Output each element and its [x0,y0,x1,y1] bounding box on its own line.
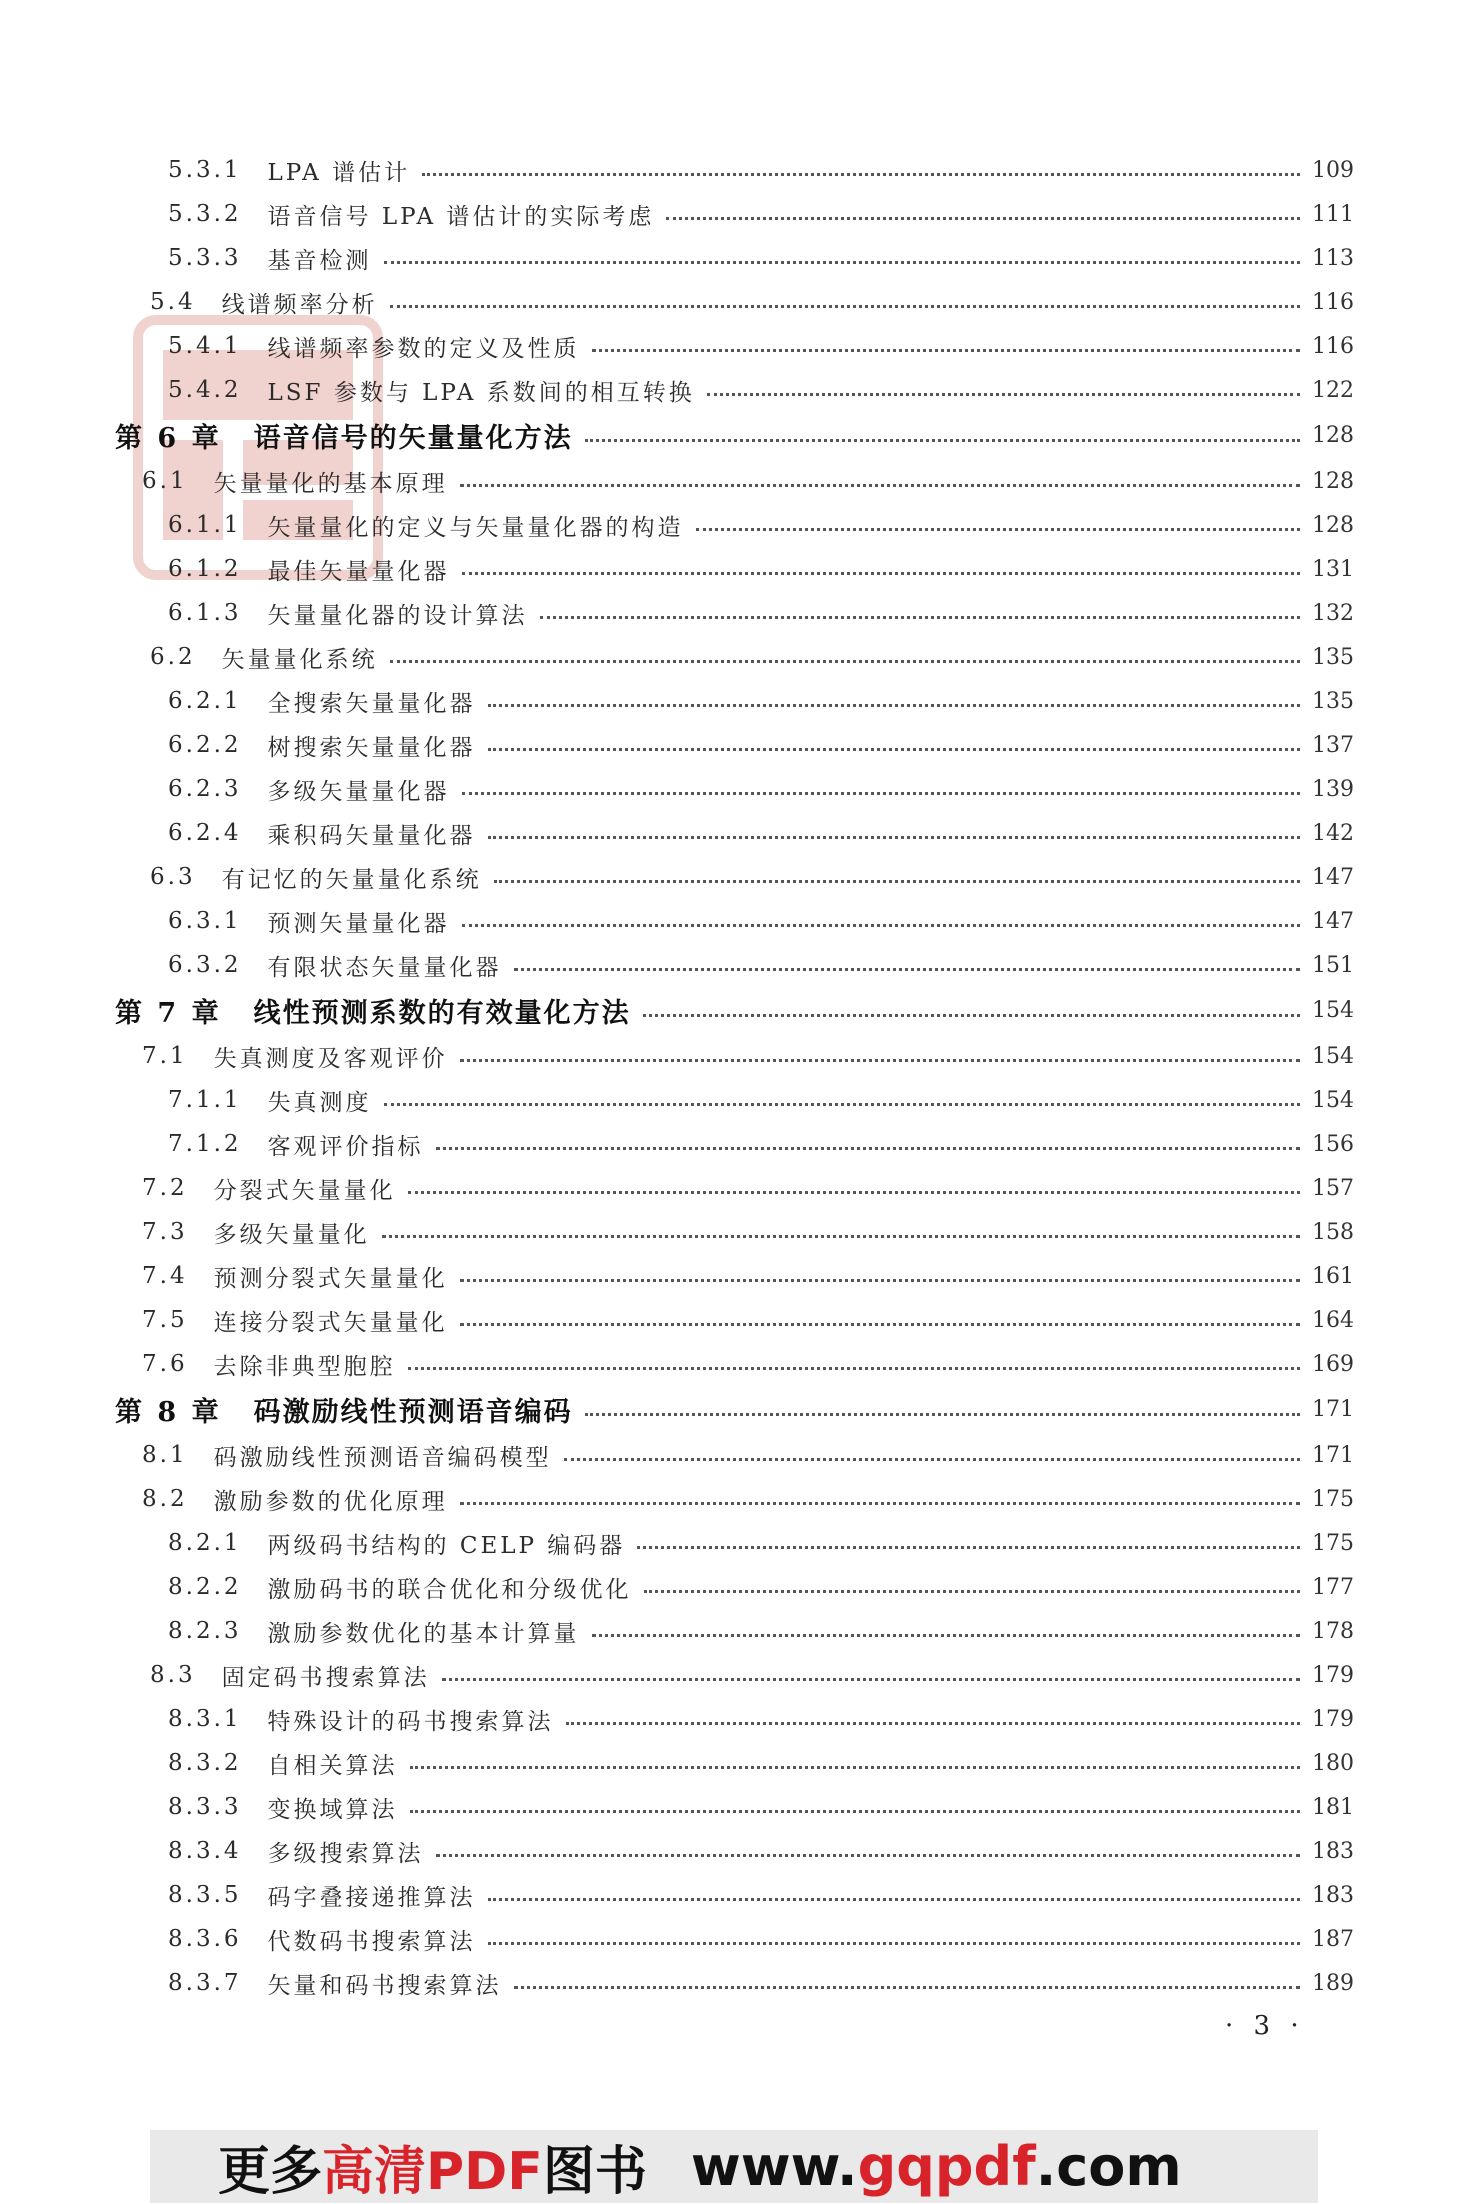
toc-entry-row[interactable] [0,1653,1468,1697]
toc-entry-title: 多级矢量量化 [213,1221,370,1248]
toc-entry-row[interactable] [0,767,1468,811]
dot-leader [592,348,1300,352]
toc-entry-number: 6.2.4 [168,820,242,846]
toc-entry-page: 164 [1312,1307,1354,1333]
toc-entry-page: 147 [1312,864,1354,890]
dot-leader [488,1897,1300,1901]
dot-leader [585,1412,1300,1416]
toc-entry-page: 183 [1312,1838,1354,1864]
toc-entry-title: 树搜索矢量量化器 [267,734,476,761]
toc-entry-row[interactable] [0,591,1468,635]
toc-entry-number: 8.2.1 [168,1530,242,1556]
toc-entry-number: 7.1 [142,1043,188,1069]
dot-leader [540,615,1300,619]
toc-entry-row[interactable] [0,1741,1468,1785]
dot-leader [644,1589,1300,1593]
toc-entry-page: 181 [1312,1794,1354,1820]
toc-entry-title: 多级矢量量化器 [267,778,450,805]
toc-entry-number: 7.5 [142,1307,188,1333]
toc-entry-title: 代数码书搜索算法 [267,1928,476,1955]
toc-entry-row[interactable] [0,1210,1468,1254]
toc-chapter-row[interactable] [0,987,1468,1034]
dot-leader [390,304,1300,308]
toc-entry-page: 142 [1312,820,1354,846]
toc-entry-number: 8.3.1 [168,1706,242,1732]
toc-entry-number: 8.3 [150,1662,196,1688]
toc-entry-page: 183 [1312,1882,1354,1908]
toc-entry-page: 187 [1312,1926,1354,1952]
toc-entry-title: 基音检测 [267,247,372,274]
toc-entry-number: 8.2.3 [168,1618,242,1644]
toc-entry-number: 7.1.1 [168,1087,242,1113]
toc-entry-row[interactable] [0,368,1468,412]
dot-leader [462,923,1300,927]
toc-chapter-row[interactable] [0,1386,1468,1433]
toc-entry-page: 128 [1312,423,1354,448]
toc-entry-row[interactable] [0,899,1468,943]
toc-entry-title: 自相关算法 [267,1752,398,1779]
toc-entry-title: 码激励线性预测语音编码 [253,1397,573,1428]
toc-entry-page: 113 [1312,245,1354,271]
toc-entry-title: 有限状态矢量量化器 [267,954,502,981]
toc-entry-page: 158 [1312,1219,1354,1245]
toc-entry-page: 157 [1312,1175,1354,1201]
toc-entry-row[interactable] [0,324,1468,368]
toc-entry-page: 178 [1312,1618,1354,1644]
toc-entry-row[interactable] [0,1298,1468,1342]
toc-entry-page: 109 [1312,157,1354,183]
toc-entry-number: 7.4 [142,1263,188,1289]
toc-entry-page: 156 [1312,1131,1354,1157]
toc-entry-row[interactable] [0,1961,1468,2005]
dot-leader [566,1721,1300,1725]
toc-entry-title: 线性预测系数的有效量化方法 [253,998,631,1029]
toc-entry-row[interactable] [0,1609,1468,1653]
toc-entry-page: 132 [1312,600,1354,626]
toc-entry-title: 激励码书的联合优化和分级优化 [267,1576,632,1603]
dot-leader [410,1765,1300,1769]
toc-entry-page: 147 [1312,908,1354,934]
toc-entry-page: 128 [1312,468,1354,494]
toc-entry-title: 线谱频率参数的定义及性质 [267,335,580,362]
toc-entry-title: LPA 谱估计 [267,159,411,186]
toc-entry-page: 175 [1312,1530,1354,1556]
toc-entry-title: 去除非典型胞腔 [213,1353,396,1380]
dot-leader [592,1633,1300,1637]
toc-entry-title: 矢量量化系统 [221,646,378,673]
toc-entry-row[interactable] [0,723,1468,767]
toc-entry-title: 激励参数优化的基本计算量 [267,1620,580,1647]
toc-entry-row[interactable] [0,811,1468,855]
toc-entry-row[interactable] [0,1477,1468,1521]
toc-entry-page: 175 [1312,1486,1354,1512]
dot-leader [488,1941,1300,1945]
toc-entry-number: 6.3.1 [168,908,242,934]
toc-entry-title: 最佳矢量量化器 [267,558,450,585]
toc-entry-number: 8.1 [142,1442,188,1468]
toc-entry-number: 6.2.1 [168,688,242,714]
toc-entry-number: 6.1.3 [168,600,242,626]
toc-entry-page: 189 [1312,1970,1354,1996]
toc-entry-number: 6.2 [150,644,196,670]
toc-entry-number: 6.2.2 [168,732,242,758]
toc-entry-number: 5.4.2 [168,377,242,403]
toc-entry-number: 8.3.7 [168,1970,242,1996]
dot-leader [696,527,1300,531]
toc-entry-title: 两级码书结构的 CELP 编码器 [267,1532,626,1559]
toc-entry-title: 客观评价指标 [267,1133,424,1160]
toc-entry-number: 8.3.4 [168,1838,242,1864]
toc-entry-title: 失真测度及客观评价 [213,1045,448,1072]
toc-entry-title: 乘积码矢量量化器 [267,822,476,849]
dot-leader [460,1501,1300,1505]
toc-entry-number: 8.3.2 [168,1750,242,1776]
toc-entry-page: 161 [1312,1263,1354,1289]
dot-leader [462,571,1300,575]
toc-entry-row[interactable] [0,1166,1468,1210]
toc-entry-title: 失真测度 [267,1089,372,1116]
toc-entry-page: 179 [1312,1662,1354,1688]
toc-chapter-row[interactable] [0,412,1468,459]
dot-leader [390,659,1300,663]
toc-entry-page: 135 [1312,644,1354,670]
toc-entry-row[interactable] [0,1433,1468,1477]
toc-entry-page: 169 [1312,1351,1354,1377]
toc-entry-number: 8.2 [142,1486,188,1512]
toc-entry-number: 7.3 [142,1219,188,1245]
dot-leader [460,1322,1300,1326]
toc-entry-page: 116 [1312,289,1354,315]
dot-leader [436,1853,1300,1857]
toc-entry-row[interactable] [0,1565,1468,1609]
toc-entry-page: 151 [1312,952,1354,978]
toc-entry-title: 全搜索矢量量化器 [267,690,476,717]
toc-entry-page: 154 [1312,998,1354,1023]
dot-leader [460,483,1300,487]
toc-entry-row[interactable] [0,1697,1468,1741]
toc-entry-title: 分裂式矢量量化 [213,1177,396,1204]
toc-entry-row[interactable] [0,855,1468,899]
toc-entry-number: 7.1.2 [168,1131,242,1157]
toc-entry-row[interactable] [0,1254,1468,1298]
toc-entry-title: 矢量量化的定义与矢量量化器的构造 [267,514,684,541]
toc-entry-number: 5.3.3 [168,245,242,271]
toc-entry-row[interactable] [0,459,1468,503]
toc-entry-number: 8.3.5 [168,1882,242,1908]
banner-url-domain: gqpdf [857,2135,1036,2198]
dot-leader [488,703,1300,707]
dot-leader [514,967,1300,971]
toc-entry-number: 6.3.2 [168,952,242,978]
toc-entry-title: 矢量和码书搜索算法 [267,1972,502,1999]
toc-entry-number: 第 6 章 [115,423,222,454]
banner-text-hd-pdf: 高清PDF [322,2142,543,2202]
toc-entry-row[interactable] [0,148,1468,192]
toc-entry-title: 固定码书搜索算法 [221,1664,430,1691]
dot-leader [408,1366,1300,1370]
dot-leader [488,835,1300,839]
promo-banner[interactable] [150,2130,1318,2203]
toc-entry-title: 预测分裂式矢量量化 [213,1265,448,1292]
toc-entry-page: 171 [1312,1442,1354,1468]
toc-entry-number: 5.4 [150,289,196,315]
toc-entry-title: 码字叠接递推算法 [267,1884,476,1911]
toc-entry-title: 语音信号的矢量量化方法 [253,423,573,454]
toc-entry-page: 116 [1312,333,1354,359]
toc-entry-row[interactable] [0,1829,1468,1873]
toc-entry-page: 111 [1312,201,1354,227]
toc-entry-title: 线谱频率分析 [221,291,378,318]
toc-entry-number: 5.3.2 [168,201,242,227]
dot-leader [514,1985,1300,1989]
toc-entry-number: 第 7 章 [115,998,222,1029]
toc-entry-page: 179 [1312,1706,1354,1732]
dot-leader [382,1234,1300,1238]
toc-entry-number: 8.3.6 [168,1926,242,1952]
toc-entry-title: 特殊设计的码书搜索算法 [267,1708,554,1735]
banner-url-prefix: www. [690,2135,858,2198]
toc-entry-row[interactable] [0,1785,1468,1829]
toc-entry-page: 154 [1312,1087,1354,1113]
toc-entry-title: 预测矢量量化器 [267,910,450,937]
toc-entry-row[interactable] [0,547,1468,591]
toc-entry-page: 180 [1312,1750,1354,1776]
table-of-contents [0,148,1468,2005]
toc-entry-row[interactable] [0,1342,1468,1386]
toc-entry-title: LSF 参数与 LPA 系数间的相互转换 [267,379,695,406]
toc-entry-number: 6.2.3 [168,776,242,802]
dot-leader [637,1545,1300,1549]
toc-entry-page: 131 [1312,556,1354,582]
dot-leader [384,260,1300,264]
dot-leader [564,1457,1300,1461]
dot-leader [494,879,1300,883]
banner-text-books: 图书 [542,2142,647,2202]
toc-entry-page: 154 [1312,1043,1354,1069]
dot-leader [643,1013,1300,1017]
toc-entry-title: 连接分裂式矢量量化 [213,1309,448,1336]
toc-entry-number: 5.3.1 [168,157,242,183]
dot-leader [410,1809,1300,1813]
dot-leader [462,791,1300,795]
toc-entry-row[interactable] [0,1078,1468,1122]
dot-leader [422,172,1300,176]
toc-entry-title: 变换域算法 [267,1796,398,1823]
dot-leader [384,1102,1300,1106]
toc-entry-page: 137 [1312,732,1354,758]
dot-leader [408,1190,1300,1194]
toc-entry-row[interactable] [0,503,1468,547]
toc-entry-number: 7.6 [142,1351,188,1377]
toc-entry-number: 6.1 [142,468,188,494]
toc-entry-row[interactable] [0,236,1468,280]
page-number: · 3 · [1225,2011,1305,2041]
toc-entry-title: 矢量量化的基本原理 [213,470,448,497]
toc-entry-row[interactable] [0,1873,1468,1917]
dot-leader [585,438,1300,442]
dot-leader [442,1677,1300,1681]
toc-entry-row[interactable] [0,1122,1468,1166]
dot-leader [460,1058,1300,1062]
dot-leader [666,216,1300,220]
toc-entry-number: 6.1.2 [168,556,242,582]
banner-text-more: 更多 [218,2142,323,2202]
toc-entry-page: 122 [1312,377,1354,403]
toc-entry-number: 6.1.1 [168,512,242,538]
toc-entry-row[interactable] [0,1917,1468,1961]
toc-entry-title: 码激励线性预测语音编码模型 [213,1444,552,1471]
toc-entry-page: 135 [1312,688,1354,714]
toc-entry-number: 8.3.3 [168,1794,242,1820]
toc-entry-page: 128 [1312,512,1354,538]
toc-entry-row[interactable] [0,635,1468,679]
toc-entry-page: 177 [1312,1574,1354,1600]
toc-entry-row[interactable] [0,1521,1468,1565]
toc-entry-page: 171 [1312,1397,1354,1422]
toc-entry-number: 6.3 [150,864,196,890]
toc-entry-title: 有记忆的矢量量化系统 [221,866,482,893]
toc-entry-number: 8.2.2 [168,1574,242,1600]
toc-entry-number: 5.4.1 [168,333,242,359]
dot-leader [488,747,1300,751]
toc-entry-title: 多级搜索算法 [267,1840,424,1867]
dot-leader [436,1146,1300,1150]
toc-entry-number: 7.2 [142,1175,188,1201]
toc-entry-page: 139 [1312,776,1354,802]
toc-entry-number: 第 8 章 [115,1397,222,1428]
banner-url-suffix: .com [1035,2135,1182,2198]
toc-entry-title: 矢量量化器的设计算法 [267,602,528,629]
toc-entry-row[interactable] [0,192,1468,236]
toc-entry-title: 语音信号 LPA 谱估计的实际考虑 [267,203,655,230]
toc-entry-title: 激励参数的优化原理 [213,1488,448,1515]
toc-entry-row[interactable] [0,280,1468,324]
toc-entry-row[interactable] [0,943,1468,987]
toc-entry-row[interactable] [0,679,1468,723]
dot-leader [707,392,1300,396]
toc-entry-row[interactable] [0,1034,1468,1078]
dot-leader [460,1278,1300,1282]
